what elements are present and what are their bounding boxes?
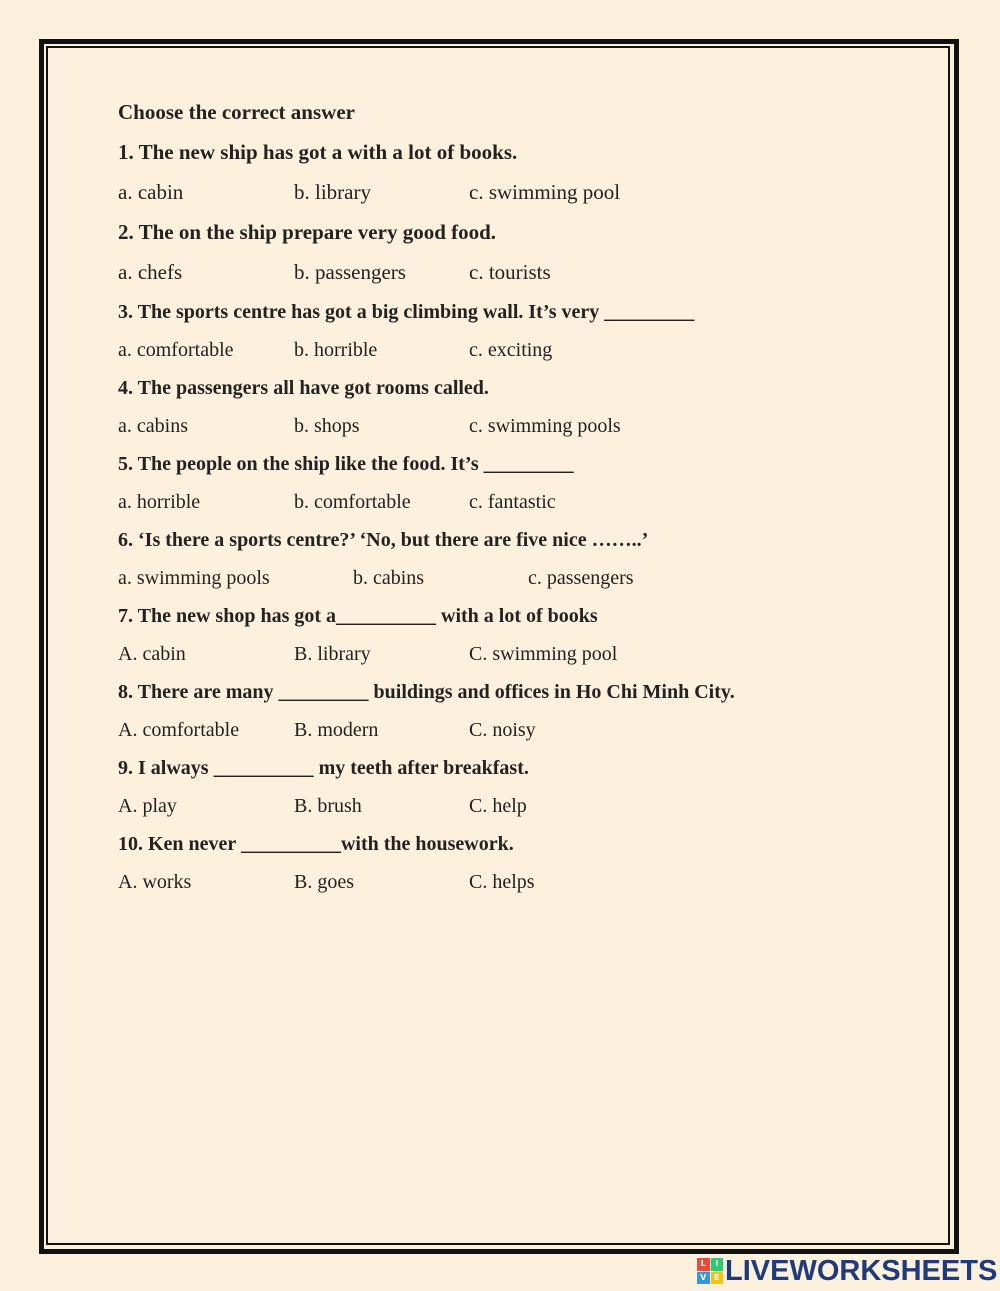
option-9a[interactable]: A. play	[118, 795, 177, 817]
options-row-2	[118, 258, 918, 298]
option-2b[interactable]: b. passengers	[294, 260, 406, 284]
logo-block-i: I	[711, 1258, 724, 1271]
option-5a[interactable]: a. horrible	[118, 491, 201, 513]
option-9c[interactable]: C. help	[469, 795, 527, 817]
options-row-5	[118, 488, 918, 526]
option-7c[interactable]: C. swimming pool	[469, 643, 618, 665]
option-4c[interactable]: c. swimming pools	[469, 415, 621, 437]
options-row-9	[118, 792, 918, 830]
options-row-7	[118, 640, 918, 678]
question-2: 2. The on the ship prepare very good food.	[118, 220, 497, 244]
option-9b[interactable]: B. brush	[294, 795, 362, 817]
option-5b[interactable]: b. comfortable	[294, 491, 411, 513]
question-7: 7. The new shop has got a__________ with a lot of books	[118, 605, 598, 627]
option-3b[interactable]: b. horrible	[294, 339, 378, 361]
option-1b[interactable]: b. library	[294, 180, 371, 204]
question-4: 4. The passengers all have got rooms called.	[118, 377, 489, 399]
worksheet-content	[118, 98, 918, 906]
logo-block-e: E	[711, 1272, 724, 1285]
option-3a[interactable]: a. comfortable	[118, 339, 234, 361]
option-8c[interactable]: C. noisy	[469, 719, 536, 741]
option-4a[interactable]: a. cabins	[118, 415, 188, 437]
question-1: 1. The new ship has got a with a lot of books.	[118, 140, 518, 164]
logo-blocks-icon	[697, 1258, 723, 1284]
option-1a[interactable]: a. cabin	[118, 180, 184, 204]
option-10c[interactable]: C. helps	[469, 871, 535, 893]
option-10a[interactable]: A. works	[118, 871, 192, 893]
worksheet-heading: Choose the correct answer	[118, 100, 355, 124]
logo-block-v: V	[697, 1272, 710, 1285]
options-row-6	[118, 564, 918, 602]
option-2c[interactable]: c. tourists	[469, 260, 551, 284]
option-6b[interactable]: b. cabins	[353, 567, 425, 589]
option-6a[interactable]: a. swimming pools	[118, 567, 270, 589]
option-7b[interactable]: B. library	[294, 643, 371, 665]
question-5: 5. The people on the ship like the food. It’s _________	[118, 453, 574, 475]
question-3: 3. The sports centre has got a big climbing wall. It’s very _________	[118, 301, 695, 323]
option-1c[interactable]: c. swimming pool	[469, 180, 621, 204]
question-9: 9. I always __________ my teeth after breakfast.	[118, 757, 529, 779]
option-2a[interactable]: a. chefs	[118, 260, 183, 284]
option-7a[interactable]: A. cabin	[118, 643, 186, 665]
option-8a[interactable]: A. comfortable	[118, 719, 240, 741]
option-3c[interactable]: c. exciting	[469, 339, 553, 361]
options-row-8	[118, 716, 918, 754]
options-row-4	[118, 412, 918, 450]
logo-text: LIVEWORKSHEETS	[725, 1254, 998, 1287]
question-6: 6. ‘Is there a sports centre?’ ‘No, but there are five nice ……..’	[118, 529, 649, 551]
question-10: 10. Ken never __________with the housework.	[118, 833, 514, 855]
options-row-1	[118, 178, 918, 218]
option-8b[interactable]: B. modern	[294, 719, 379, 741]
option-5c[interactable]: c. fantastic	[469, 491, 556, 513]
logo-block-l: L	[697, 1258, 710, 1271]
option-4b[interactable]: b. shops	[294, 415, 360, 437]
question-8: 8. There are many _________ buildings and offices in Ho Chi Minh City.	[118, 681, 735, 703]
liveworksheets-logo[interactable]	[697, 1255, 997, 1287]
options-row-10	[118, 868, 918, 906]
options-row-3	[118, 336, 918, 374]
option-10b[interactable]: B. goes	[294, 871, 354, 893]
option-6c[interactable]: c. passengers	[528, 567, 634, 589]
